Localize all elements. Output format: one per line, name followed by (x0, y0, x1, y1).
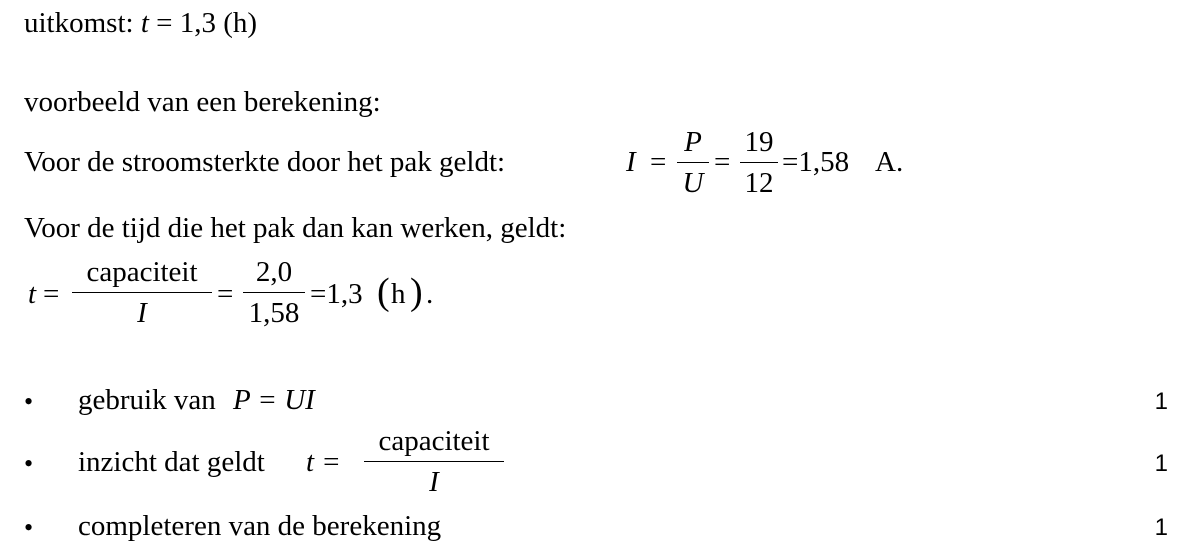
result-label: uitkomst: (24, 7, 134, 39)
step2-paren-open: ( (377, 271, 390, 313)
scoring-item-2-lhs: t = (306, 446, 341, 478)
scoring-item-1-text: gebruik van (78, 384, 216, 416)
fraction-bar (740, 162, 778, 163)
scoring-item-1-formula: P = UI (232, 384, 315, 416)
scoring-item-2-points: 1 (1154, 450, 1168, 477)
result-equals: = (156, 7, 173, 39)
step2-fraction-1-denominator: I (137, 297, 147, 329)
fraction-bar (243, 292, 305, 293)
step2-lhs: t (28, 278, 37, 310)
step1-equals-1: = (650, 146, 667, 178)
scoring-item-2-fraction (364, 427, 504, 497)
result-line (24, 9, 257, 38)
scoring-bullet: • (24, 513, 34, 542)
step1-lhs: I (626, 146, 636, 178)
scoring-item-1 (78, 386, 315, 415)
step2-text: Voor de tijd die het pak dan kan werken, geldt: (24, 212, 567, 244)
step2-result: =1,3 (310, 278, 363, 310)
step1-fraction-1-numerator: P (684, 126, 702, 158)
step1-text: Voor de stroomsterkte door het pak geldt: (24, 146, 506, 178)
step2-equals-1: = (43, 278, 60, 310)
step2-period: . (426, 278, 434, 310)
step2-paren-close: ) (410, 271, 423, 313)
step1-unit: A. (875, 146, 904, 178)
step1-equals-2: = (714, 146, 731, 178)
step2-fraction-2 (243, 258, 305, 328)
step1-fraction-2 (740, 128, 778, 198)
step1-result: =1,58 (782, 146, 850, 178)
scoring-item-2-fraction-denominator: I (429, 466, 439, 498)
fraction-bar (677, 162, 709, 163)
result-variable: t (140, 7, 149, 39)
fraction-bar (72, 292, 212, 293)
step2-fraction-1 (72, 258, 212, 328)
scoring-item-2-text: inzicht dat geldt (78, 446, 265, 478)
step1-fraction-1 (677, 128, 709, 198)
step2-fraction-2-denominator: 1,58 (248, 297, 300, 329)
step1-fraction-2-denominator: 12 (744, 167, 774, 199)
scoring-item-3-points: 1 (1154, 514, 1168, 541)
scoring-item-2-fraction-numerator: capaciteit (378, 425, 490, 457)
result-value: 1,3 (h) (179, 7, 258, 39)
fraction-bar (364, 461, 504, 462)
scoring-item-3-text: completeren van de berekening (78, 510, 442, 542)
step2-equals-2: = (217, 278, 234, 310)
step2-fraction-2-numerator: 2,0 (255, 256, 293, 288)
step2-unit: h (391, 278, 406, 310)
step1-fraction-1-denominator: U (682, 167, 704, 199)
step2-fraction-1-numerator: capaciteit (86, 256, 198, 288)
scoring-item-1-points: 1 (1154, 388, 1168, 415)
scoring-bullet: • (24, 449, 34, 478)
scoring-bullet: • (24, 387, 34, 416)
example-heading: voorbeeld van een berekening: (24, 86, 381, 118)
step1-fraction-2-numerator: 19 (744, 126, 774, 158)
